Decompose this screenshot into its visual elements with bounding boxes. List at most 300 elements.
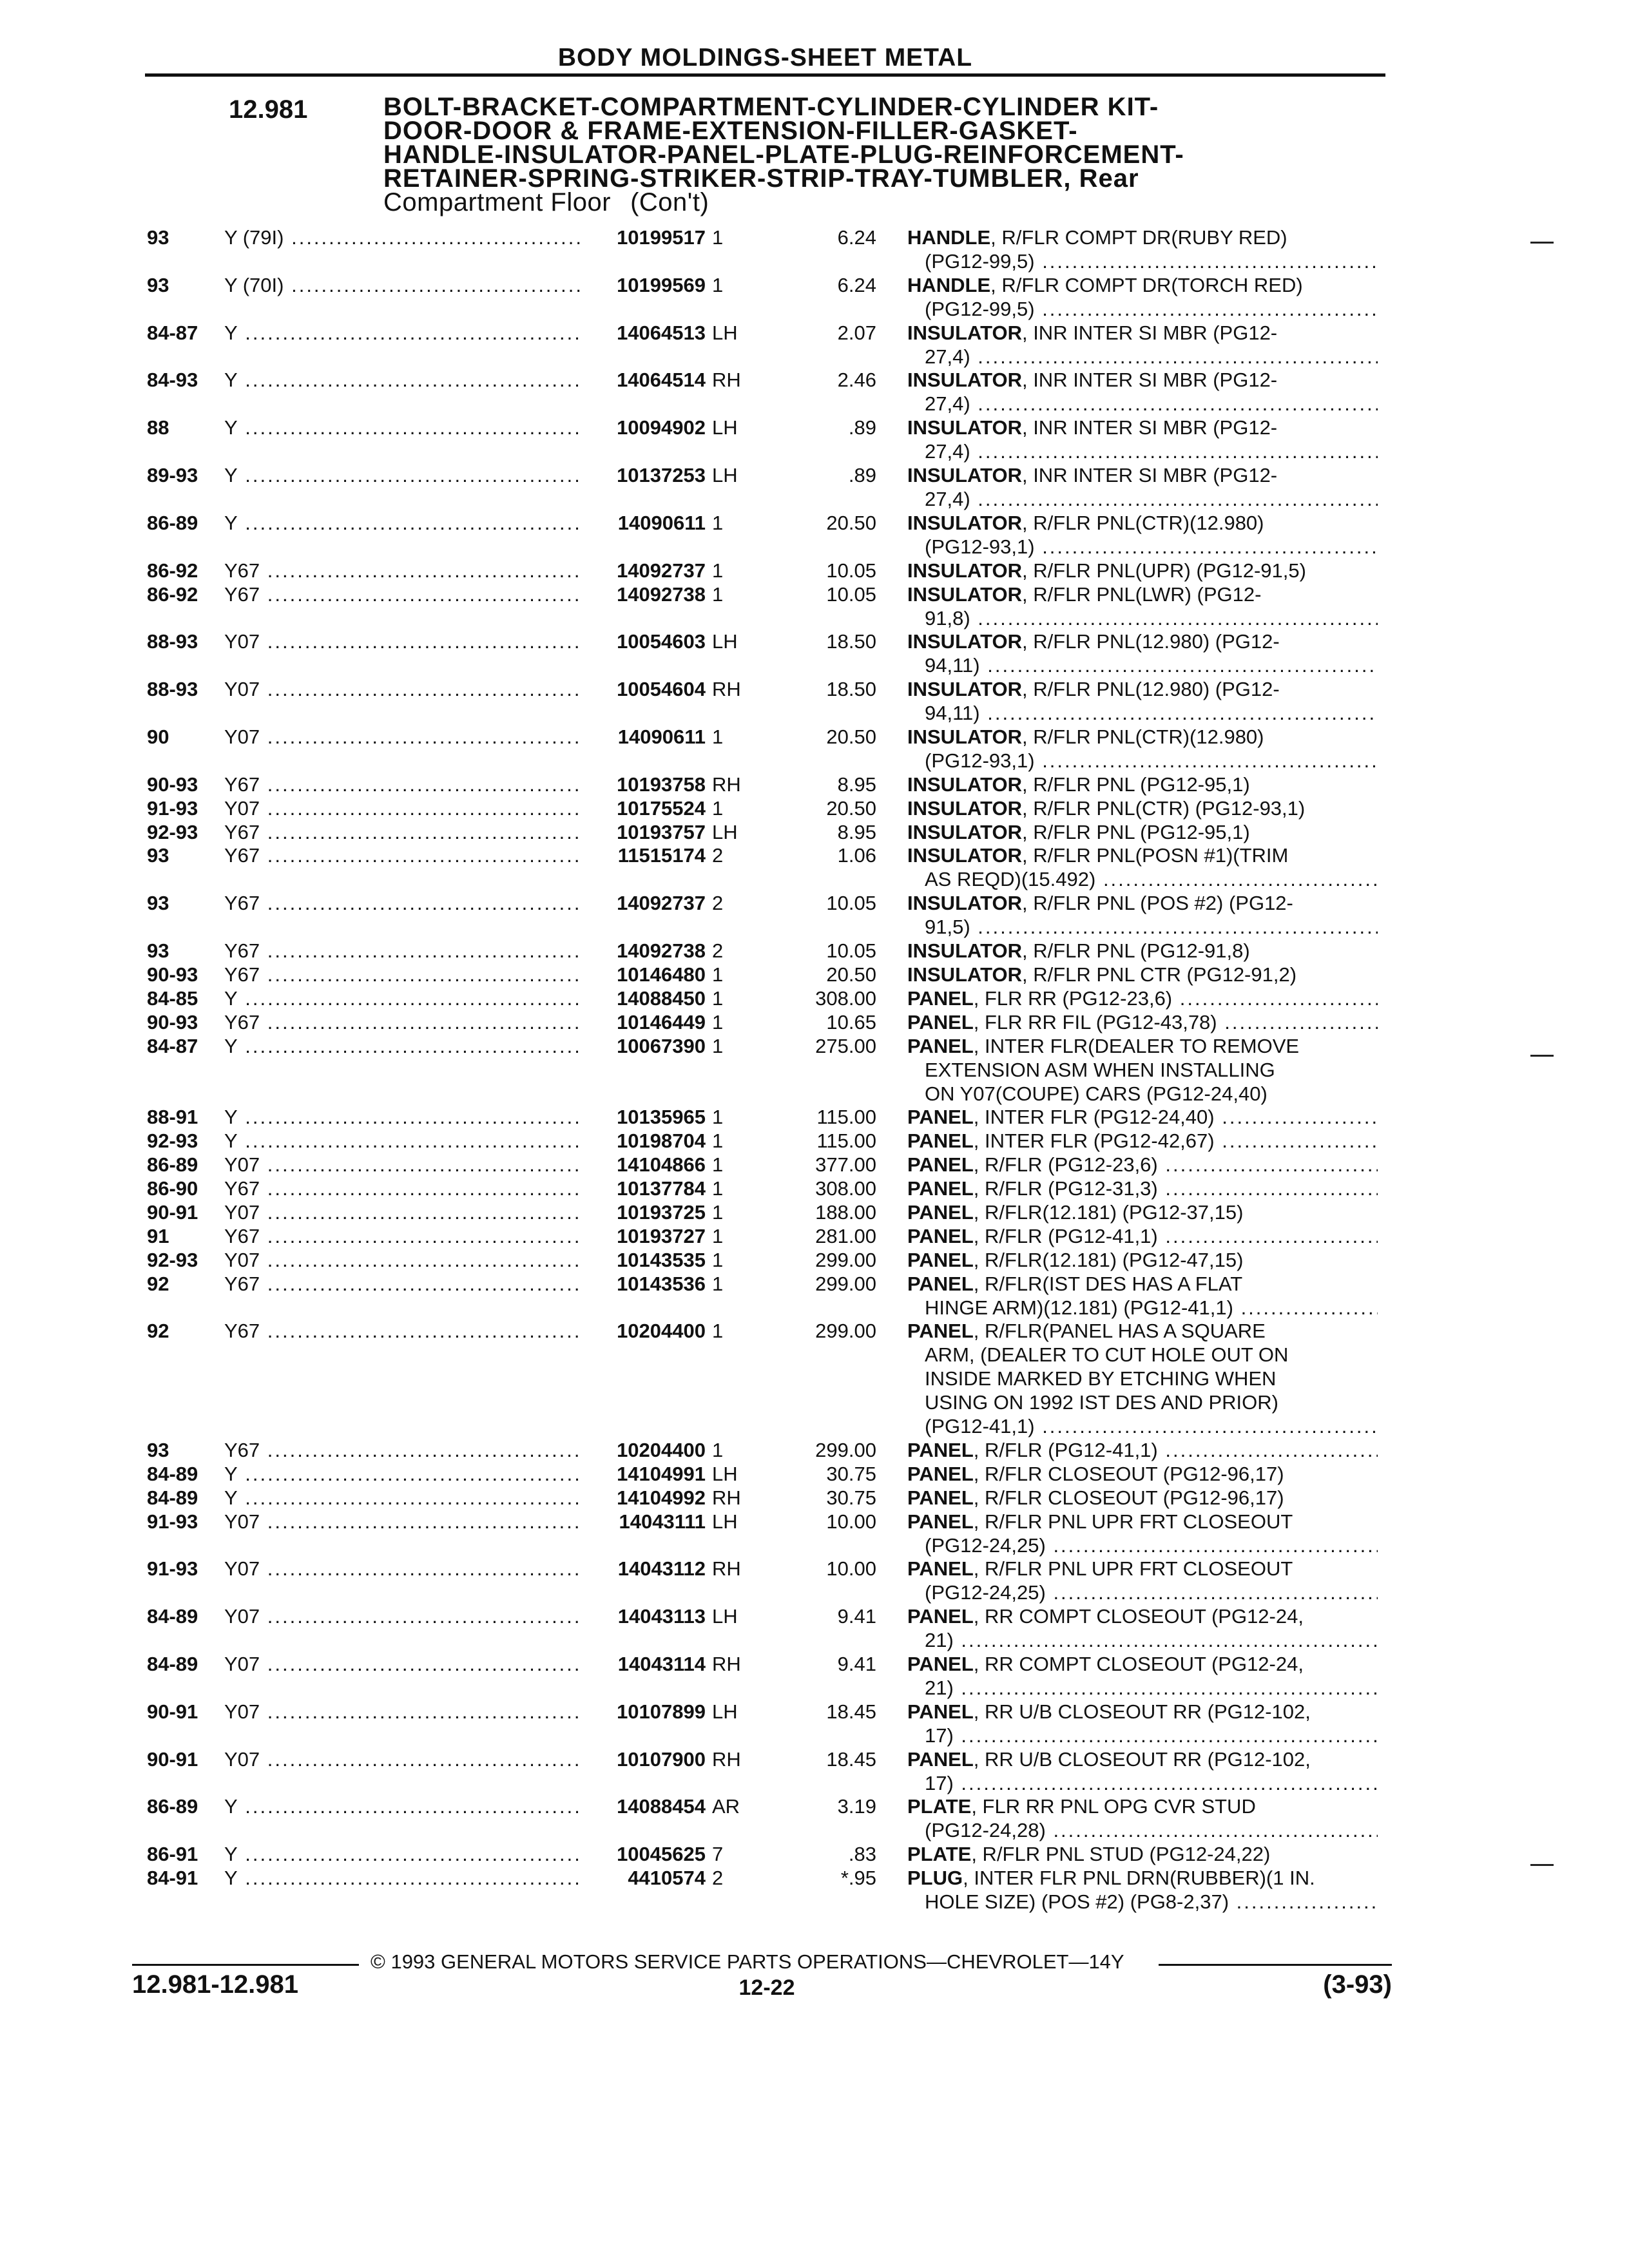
description-text: , INR INTER SI MBR (PG12- bbox=[1021, 369, 1278, 392]
part-number: 14088454 bbox=[580, 1794, 706, 1818]
description-text: , R/FLR PNL(CTR)(12.980) bbox=[1021, 511, 1264, 534]
part-description bbox=[907, 1652, 1378, 1700]
part-number: 11515174 bbox=[580, 843, 706, 867]
part-keyword: INSULATOR bbox=[907, 369, 1022, 392]
model-years: 93 bbox=[147, 1438, 169, 1461]
model-years: 88-93 bbox=[147, 678, 198, 701]
price: .83 bbox=[848, 1843, 876, 1866]
part-keyword: PANEL bbox=[907, 1653, 974, 1675]
part-keyword: PANEL bbox=[907, 1129, 974, 1153]
part-keyword: INSULATOR bbox=[907, 963, 1022, 986]
quantity: RH bbox=[712, 1486, 741, 1509]
quantity: LH bbox=[712, 820, 738, 843]
model-years: 84-89 bbox=[147, 1653, 198, 1675]
part-description bbox=[907, 273, 1378, 321]
description-continuation: INSIDE MARKED BY ETCHING WHEN bbox=[925, 1367, 1277, 1390]
description-text: , RR COMPT CLOSEOUT (PG12-24, bbox=[973, 1605, 1304, 1628]
part-description bbox=[907, 629, 1378, 677]
price: 3.19 bbox=[837, 1795, 876, 1818]
description-first-line bbox=[907, 1129, 1378, 1153]
part-keyword: INSULATOR bbox=[907, 630, 1022, 653]
part-description bbox=[907, 820, 1378, 844]
description-first-line bbox=[907, 463, 1378, 487]
description-text: , R/FLR PNL(CTR)(12.980) bbox=[1021, 725, 1264, 748]
description-text: , INTER FLR PNL DRN(RUBBER)(1 IN. bbox=[963, 1867, 1315, 1890]
quantity: RH bbox=[712, 369, 741, 392]
description-text: , R/FLR COMPT DR(TORCH RED) bbox=[990, 273, 1303, 296]
quantity: LH bbox=[712, 1605, 738, 1628]
model-years: 88-93 bbox=[147, 630, 198, 653]
part-description bbox=[907, 963, 1378, 986]
part-keyword: PANEL bbox=[907, 1320, 974, 1343]
quantity: 1 bbox=[712, 1106, 724, 1129]
margin-tick-mark bbox=[1530, 242, 1554, 244]
body-code: Y67 ..... bbox=[224, 1319, 580, 1343]
part-keyword: PANEL bbox=[907, 1177, 974, 1200]
part-number: 10143535 bbox=[580, 1248, 706, 1272]
quantity: 1 bbox=[712, 1034, 724, 1057]
description-continuation: 17) ..... bbox=[907, 1771, 1378, 1795]
description-first-line bbox=[907, 891, 1378, 915]
description-text: , R/FLR (PG12-41,1) bbox=[973, 1438, 1158, 1461]
part-description bbox=[907, 986, 1378, 1010]
description-first-line bbox=[907, 1248, 1378, 1272]
price: .89 bbox=[848, 464, 876, 486]
model-years: 84-93 bbox=[147, 369, 198, 392]
model-years: 90-93 bbox=[147, 1010, 198, 1033]
description-first-line bbox=[907, 1462, 1378, 1486]
description-continuation: 27,4) ..... bbox=[907, 345, 1378, 369]
quantity: AR bbox=[712, 1795, 740, 1818]
quantity: 1 bbox=[712, 273, 724, 296]
body-code: Y (70I) ..... bbox=[224, 273, 580, 297]
model-years: 86-89 bbox=[147, 1795, 198, 1818]
description-first-line bbox=[907, 1486, 1378, 1510]
description-text: , R/FLR PNL UPR FRT CLOSEOUT bbox=[973, 1557, 1293, 1581]
description-text: , R/FLR PNL (POS #2) (PG12- bbox=[1021, 892, 1293, 915]
part-number: 10193757 bbox=[580, 820, 706, 844]
part-keyword: HANDLE bbox=[907, 226, 991, 249]
model-years: 91-93 bbox=[147, 796, 198, 820]
model-years: 90-93 bbox=[147, 773, 198, 796]
description-continuation: 21) ..... bbox=[907, 1628, 1378, 1652]
description-continuation: HOLE SIZE) (POS #2) (PG8-2,37) ..... bbox=[907, 1890, 1378, 1914]
price: 6.24 bbox=[837, 273, 876, 296]
model-years: 93 bbox=[147, 273, 169, 296]
description-first-line bbox=[907, 963, 1378, 986]
part-keyword: INSULATOR bbox=[907, 939, 1022, 962]
body-code: Y07 ..... bbox=[224, 1248, 580, 1272]
part-number: 10204400 bbox=[580, 1438, 706, 1462]
body-code: Y67 ..... bbox=[224, 963, 580, 986]
part-number: 14090611 bbox=[580, 511, 706, 535]
part-description bbox=[907, 1557, 1378, 1604]
description-continuation: 17) ..... bbox=[907, 1724, 1378, 1747]
price: 20.50 bbox=[826, 796, 876, 820]
footer-page-number: 12-22 bbox=[738, 1975, 795, 2000]
price: 115.00 bbox=[816, 1129, 876, 1153]
model-years: 92 bbox=[147, 1320, 169, 1343]
part-keyword: PANEL bbox=[907, 1272, 974, 1295]
description-text: , R/FLR PNL(CTR) (PG12-93,1) bbox=[1021, 796, 1306, 820]
description-first-line bbox=[907, 1438, 1378, 1462]
part-description bbox=[907, 226, 1378, 273]
price: 115.00 bbox=[816, 1106, 876, 1129]
model-years: 84-89 bbox=[147, 1605, 198, 1628]
quantity: RH bbox=[712, 773, 741, 796]
description-first-line bbox=[907, 1034, 1378, 1058]
description-first-line bbox=[907, 368, 1378, 392]
description-first-line bbox=[907, 511, 1378, 535]
part-description bbox=[907, 1200, 1378, 1224]
part-description bbox=[907, 796, 1378, 820]
price: 299.00 bbox=[815, 1272, 876, 1295]
part-number: 10107899 bbox=[580, 1700, 706, 1724]
part-number: 14064514 bbox=[580, 368, 706, 392]
price: 18.45 bbox=[826, 1700, 876, 1723]
part-keyword: INSULATOR bbox=[907, 678, 1022, 701]
body-code: Y07 ..... bbox=[224, 796, 580, 820]
part-description bbox=[907, 559, 1378, 582]
model-years: 86-92 bbox=[147, 582, 198, 606]
part-keyword: PANEL bbox=[907, 1605, 974, 1628]
part-description bbox=[907, 773, 1378, 796]
price: 18.50 bbox=[826, 630, 876, 653]
description-text: , INR INTER SI MBR (PG12- bbox=[1021, 321, 1278, 344]
body-code: Y07 ..... bbox=[224, 1700, 580, 1724]
price: *.95 bbox=[840, 1867, 876, 1890]
description-first-line bbox=[907, 1272, 1378, 1296]
model-years: 92 bbox=[147, 1272, 169, 1295]
part-number: 14088450 bbox=[580, 986, 706, 1010]
body-code: Y07 ..... bbox=[224, 677, 580, 701]
quantity: 1 bbox=[712, 226, 724, 249]
body-code: Y67 ..... bbox=[224, 1224, 580, 1248]
footer-copyright: © 1993 GENERAL MOTORS SERVICE PARTS OPERATIONS—CHEVROLET—14Y bbox=[371, 1950, 1124, 1973]
description-first-line bbox=[907, 1105, 1378, 1129]
description-text: , INR INTER SI MBR (PG12- bbox=[1021, 464, 1278, 486]
part-number: 14043112 bbox=[580, 1557, 706, 1581]
description-continuation: 27,4) ..... bbox=[907, 439, 1378, 463]
quantity: 1 bbox=[712, 1153, 724, 1177]
quantity: 1 bbox=[712, 725, 724, 748]
continued-note: (Con't) bbox=[630, 188, 709, 216]
part-description bbox=[907, 725, 1378, 773]
model-years: 90 bbox=[147, 725, 169, 748]
model-years: 92-93 bbox=[147, 1129, 198, 1153]
quantity: LH bbox=[712, 630, 738, 653]
description-continuation: (PG12-24,28) ..... bbox=[907, 1818, 1378, 1842]
price: 8.95 bbox=[837, 820, 876, 843]
description-continuation: HINGE ARM)(12.181) (PG12-41,1) ..... bbox=[907, 1296, 1378, 1320]
part-number: 10193758 bbox=[580, 773, 706, 796]
part-keyword: INSULATOR bbox=[907, 725, 1022, 748]
margin-tick-mark bbox=[1530, 1055, 1554, 1057]
price: 9.41 bbox=[837, 1605, 876, 1628]
model-years: 91-93 bbox=[147, 1557, 198, 1581]
part-description bbox=[907, 843, 1378, 891]
part-description bbox=[907, 1794, 1378, 1842]
part-number: 10107900 bbox=[580, 1747, 706, 1771]
model-years: 88 bbox=[147, 416, 169, 439]
part-number: 14090611 bbox=[580, 725, 706, 749]
description-first-line bbox=[907, 1010, 1378, 1034]
description-continuation: 91,5) ..... bbox=[907, 915, 1378, 939]
description-text: , FLR RR (PG12-23,6) bbox=[973, 986, 1173, 1010]
description-text: , R/FLR COMPT DR(RUBY RED) bbox=[990, 226, 1287, 249]
description-first-line bbox=[907, 677, 1378, 701]
body-code: Y ..... bbox=[224, 1486, 580, 1510]
description-first-line bbox=[907, 1224, 1378, 1248]
price: 18.45 bbox=[826, 1747, 876, 1771]
description-first-line bbox=[907, 1700, 1378, 1724]
description-first-line bbox=[907, 1794, 1378, 1818]
body-code: Y67 ..... bbox=[224, 1272, 580, 1296]
section-title-line: BOLT-BRACKET-COMPARTMENT-CYLINDER-CYLINDER KIT- bbox=[383, 93, 1159, 121]
part-description bbox=[907, 1034, 1378, 1106]
price: 299.00 bbox=[815, 1248, 876, 1271]
part-description bbox=[907, 582, 1378, 630]
body-code: Y ..... bbox=[224, 1105, 580, 1129]
part-keyword: INSULATOR bbox=[907, 582, 1022, 606]
part-keyword: INSULATOR bbox=[907, 844, 1022, 867]
body-code: Y67 ..... bbox=[224, 1438, 580, 1462]
price: 20.50 bbox=[826, 511, 876, 534]
footer-rule-left bbox=[132, 1964, 359, 1966]
price: 18.50 bbox=[826, 678, 876, 701]
model-years: 92-93 bbox=[147, 1248, 198, 1271]
part-keyword: PANEL bbox=[907, 1747, 974, 1771]
part-number: 10137253 bbox=[580, 463, 706, 487]
part-number: 14043114 bbox=[580, 1652, 706, 1676]
quantity: 1 bbox=[712, 986, 724, 1010]
part-description bbox=[907, 321, 1378, 369]
part-number: 10135965 bbox=[580, 1105, 706, 1129]
description-text: , R/FLR(IST DES HAS A FLAT bbox=[973, 1272, 1243, 1295]
body-code: Y ..... bbox=[224, 1794, 580, 1818]
price: 30.75 bbox=[826, 1462, 876, 1485]
part-keyword: PANEL bbox=[907, 1106, 974, 1129]
model-years: 93 bbox=[147, 226, 169, 249]
quantity: 7 bbox=[712, 1843, 724, 1866]
price: 10.05 bbox=[826, 559, 876, 582]
body-code: Y67 ..... bbox=[224, 891, 580, 915]
description-continuation: EXTENSION ASM WHEN INSTALLING bbox=[925, 1058, 1275, 1081]
body-code: Y ..... bbox=[224, 1842, 580, 1866]
description-first-line bbox=[907, 321, 1378, 345]
description-continuation: AS REQD)(15.492) ..... bbox=[907, 867, 1378, 891]
part-description bbox=[907, 1438, 1378, 1462]
description-text: , INR INTER SI MBR (PG12- bbox=[1021, 416, 1278, 439]
part-description bbox=[907, 891, 1378, 939]
part-number: 14092738 bbox=[580, 582, 706, 606]
quantity: RH bbox=[712, 1557, 741, 1581]
price: 281.00 bbox=[815, 1224, 876, 1247]
body-code: Y ..... bbox=[224, 1462, 580, 1486]
quantity: 1 bbox=[712, 1272, 724, 1295]
description-continuation: 94,11) ..... bbox=[907, 653, 1378, 677]
description-first-line bbox=[907, 1153, 1378, 1177]
body-code: Y67 ..... bbox=[224, 843, 580, 867]
description-continuation: 27,4) ..... bbox=[907, 392, 1378, 416]
part-description bbox=[907, 1010, 1378, 1034]
description-text: , INTER FLR (PG12-24,40) bbox=[973, 1106, 1215, 1129]
part-keyword: PANEL bbox=[907, 1153, 974, 1177]
body-code: Y ..... bbox=[224, 321, 580, 345]
part-number: 14064513 bbox=[580, 321, 706, 345]
part-keyword: PANEL bbox=[907, 1438, 974, 1461]
description-text: , R/FLR PNL (PG12-95,1) bbox=[1021, 820, 1250, 843]
description-text: , R/FLR PNL(UPR) (PG12-91,5) bbox=[1021, 559, 1306, 582]
description-first-line bbox=[907, 1747, 1378, 1771]
part-number: 14092737 bbox=[580, 891, 706, 915]
model-years: 90-91 bbox=[147, 1200, 198, 1224]
part-number: 14104866 bbox=[580, 1153, 706, 1177]
part-keyword: INSULATOR bbox=[907, 559, 1022, 582]
model-years: 86-90 bbox=[147, 1177, 198, 1200]
part-keyword: INSULATOR bbox=[907, 464, 1022, 486]
description-first-line bbox=[907, 1866, 1378, 1890]
body-code: Y ..... bbox=[224, 463, 580, 487]
price: 10.05 bbox=[826, 892, 876, 915]
model-years: 92-93 bbox=[147, 820, 198, 843]
part-description bbox=[907, 1272, 1378, 1320]
part-description bbox=[907, 939, 1378, 963]
price: 8.95 bbox=[837, 773, 876, 796]
part-keyword: PANEL bbox=[907, 1034, 974, 1057]
description-continuation: 91,8) ..... bbox=[907, 606, 1378, 630]
quantity: 2 bbox=[712, 844, 724, 867]
description-text: , R/FLR CLOSEOUT (PG12-96,17) bbox=[973, 1486, 1284, 1509]
model-years: 86-89 bbox=[147, 1153, 198, 1177]
description-text: , RR U/B CLOSEOUT RR (PG12-102, bbox=[973, 1747, 1311, 1771]
body-code: Y ..... bbox=[224, 416, 580, 439]
model-years: 93 bbox=[147, 892, 169, 915]
description-first-line bbox=[907, 1842, 1378, 1866]
price: 6.24 bbox=[837, 226, 876, 249]
description-text: , R/FLR PNL STUD (PG12-24,22) bbox=[971, 1843, 1271, 1866]
model-years: 91 bbox=[147, 1224, 169, 1247]
body-code: Y67 ..... bbox=[224, 939, 580, 963]
body-code: Y ..... bbox=[224, 1129, 580, 1153]
part-description bbox=[907, 1105, 1378, 1129]
description-continuation: (PG12-24,25) ..... bbox=[907, 1581, 1378, 1604]
description-continuation: (PG12-24,25) ..... bbox=[907, 1533, 1378, 1557]
part-keyword: PANEL bbox=[907, 1248, 974, 1271]
body-code: Y07 ..... bbox=[224, 1557, 580, 1581]
quantity: 1 bbox=[712, 559, 724, 582]
price: 20.50 bbox=[826, 725, 876, 748]
part-description bbox=[907, 1510, 1378, 1557]
body-code: Y67 ..... bbox=[224, 1177, 580, 1200]
description-first-line bbox=[907, 1604, 1378, 1628]
price: 299.00 bbox=[815, 1320, 876, 1343]
price: 9.41 bbox=[837, 1653, 876, 1675]
part-description bbox=[907, 1319, 1378, 1438]
body-code: Y ..... bbox=[224, 986, 580, 1010]
model-years: 90-93 bbox=[147, 963, 198, 986]
part-keyword: PANEL bbox=[907, 986, 974, 1010]
description-first-line bbox=[907, 820, 1378, 844]
part-keyword: PLATE bbox=[907, 1843, 972, 1866]
model-years: 84-89 bbox=[147, 1486, 198, 1509]
part-keyword: HANDLE bbox=[907, 273, 991, 296]
price: 308.00 bbox=[815, 1177, 876, 1200]
description-text: , R/FLR PNL(LWR) (PG12- bbox=[1021, 582, 1262, 606]
part-number: 10193725 bbox=[580, 1200, 706, 1224]
description-first-line bbox=[907, 986, 1378, 1010]
description-first-line bbox=[907, 273, 1378, 297]
model-years: 90-91 bbox=[147, 1700, 198, 1723]
price: 10.00 bbox=[826, 1510, 876, 1533]
description-text: , R/FLR(PANEL HAS A SQUARE bbox=[973, 1320, 1266, 1343]
quantity: RH bbox=[712, 678, 741, 701]
quantity: 1 bbox=[712, 1010, 724, 1033]
quantity: LH bbox=[712, 1510, 738, 1533]
part-description bbox=[907, 1604, 1378, 1652]
body-code: Y07 ..... bbox=[224, 1604, 580, 1628]
quantity: LH bbox=[712, 416, 738, 439]
part-keyword: PANEL bbox=[907, 1486, 974, 1509]
body-code: Y07 ..... bbox=[224, 1153, 580, 1177]
footer-rule-right bbox=[1159, 1964, 1392, 1966]
quantity: 2 bbox=[712, 892, 724, 915]
description-first-line bbox=[907, 1557, 1378, 1581]
description-first-line bbox=[907, 725, 1378, 749]
quantity: LH bbox=[712, 1700, 738, 1723]
price: 10.65 bbox=[826, 1010, 876, 1033]
part-number: 10045625 bbox=[580, 1842, 706, 1866]
part-keyword: PANEL bbox=[907, 1010, 974, 1033]
section-title-line: RETAINER-SPRING-STRIKER-STRIP-TRAY-TUMBLER, Rear bbox=[383, 164, 1139, 193]
part-keyword: INSULATOR bbox=[907, 416, 1022, 439]
description-first-line bbox=[907, 1510, 1378, 1533]
quantity: 1 bbox=[712, 796, 724, 820]
model-years: 89-93 bbox=[147, 464, 198, 486]
model-years: 86-91 bbox=[147, 1843, 198, 1866]
part-description bbox=[907, 1248, 1378, 1272]
model-years: 84-87 bbox=[147, 1034, 198, 1057]
quantity: RH bbox=[712, 1653, 741, 1675]
price: 1.06 bbox=[837, 844, 876, 867]
part-number: 10054604 bbox=[580, 677, 706, 701]
model-years: 90-91 bbox=[147, 1747, 198, 1771]
description-text: , R/FLR (PG12-41,1) bbox=[973, 1224, 1158, 1247]
quantity: 2 bbox=[712, 939, 724, 962]
description-continuation: ARM, (DEALER TO CUT HOLE OUT ON bbox=[925, 1343, 1289, 1367]
body-code: Y07 ..... bbox=[224, 1747, 580, 1771]
price: 299.00 bbox=[815, 1438, 876, 1461]
price: 188.00 bbox=[815, 1200, 876, 1224]
quantity: 1 bbox=[712, 963, 724, 986]
price: 10.05 bbox=[826, 582, 876, 606]
part-description bbox=[907, 1486, 1378, 1510]
quantity: 1 bbox=[712, 1200, 724, 1224]
part-number: 10146480 bbox=[580, 963, 706, 986]
part-description bbox=[907, 368, 1378, 416]
price: 20.50 bbox=[826, 963, 876, 986]
part-number: 10054603 bbox=[580, 629, 706, 653]
part-keyword: INSULATOR bbox=[907, 796, 1022, 820]
description-continuation: (PG12-41,1) ..... bbox=[907, 1414, 1378, 1438]
description-continuation: (PG12-99,5) ..... bbox=[907, 297, 1378, 321]
description-continuation: ON Y07(COUPE) CARS (PG12-24,40) bbox=[925, 1082, 1268, 1105]
part-number: 10198704 bbox=[580, 1129, 706, 1153]
description-text: , R/FLR PNL(POSN #1)(TRIM bbox=[1021, 844, 1289, 867]
part-keyword: PLUG bbox=[907, 1867, 963, 1890]
section-subtitle: Compartment Floor bbox=[383, 188, 612, 216]
quantity: LH bbox=[712, 321, 738, 344]
